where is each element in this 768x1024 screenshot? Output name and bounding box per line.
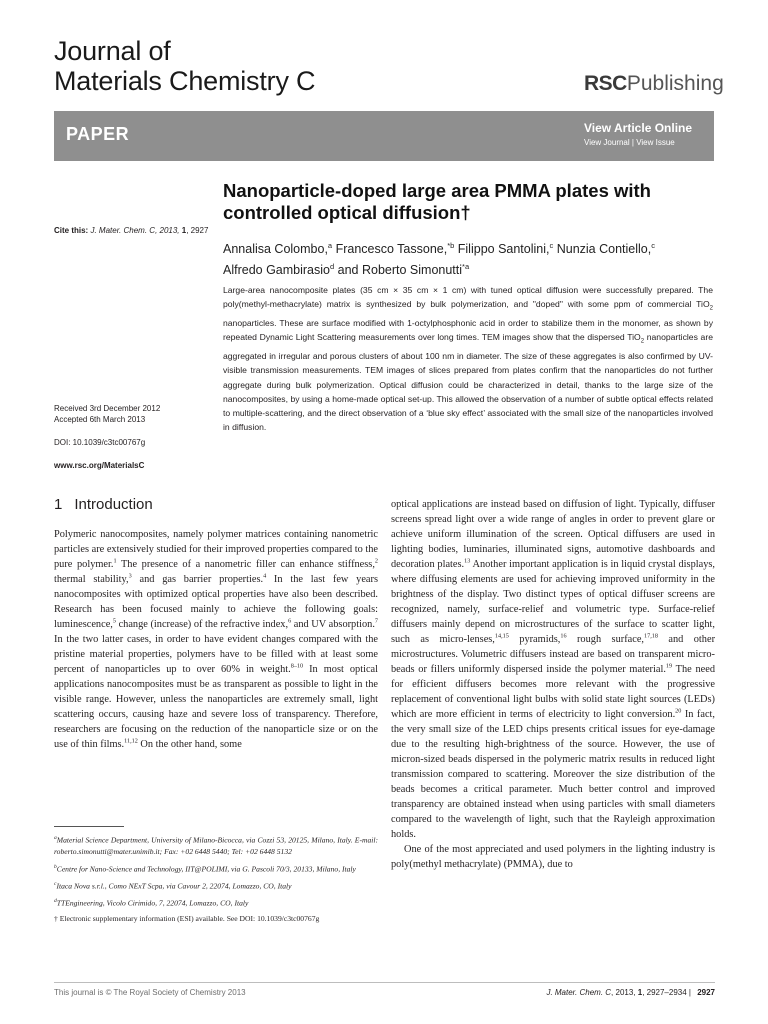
page-citation — [506, 988, 715, 997]
author-name: Francesco Tassone, — [332, 242, 448, 257]
footnote-mark: b — [54, 863, 57, 870]
footnotes — [54, 833, 378, 928]
view-article-online-link[interactable]: View Article Online — [584, 121, 693, 135]
subscript: 2 — [640, 339, 645, 346]
citation-info — [54, 225, 219, 236]
footer-volume: 1 — [637, 988, 643, 997]
footnote-text: Material Science Department, University of Milano-Bicocca, via Cozzi 53, 20125, Milano, Italy. E-mail: roberto.simonutti@mater.unimib.it; Fax: +02 6448 5440; Tel: +02 6448 5132 — [54, 835, 378, 857]
footnote-mark: a — [54, 835, 57, 841]
citation-ref[interactable]: 14,15 — [494, 632, 509, 640]
abstract-text: Large-area nanocomposite plates (35 cm × 35 cm × 1 cm) with tuned optical diffusion were successfully prepared. The poly(methyl-methacrylate) matrix is synthesized by bulk polymerization, and "doped" with some ppm of commercial TiO — [223, 285, 713, 310]
paragraph — [54, 527, 378, 752]
section-title: Introduction — [74, 496, 153, 513]
body-text: The presence of a nanometric filler can enhance stiffness, — [116, 559, 375, 570]
author-name: Annalisa Colombo, — [223, 242, 328, 257]
body-text: change (increase) of the refractive index, — [115, 619, 289, 630]
citation-ref[interactable]: 19 — [665, 662, 673, 670]
author-name: Filippo Santolini, — [454, 242, 550, 257]
affiliation-footnote — [54, 896, 378, 909]
citation-ref[interactable]: 6 — [288, 617, 292, 625]
cite-label: Cite this: — [54, 226, 89, 235]
body-text: and other microstructures. Volumetric diffusers instead are based on transparent micro-beads or fillers uniformly dispersed inside the polymer material. — [391, 634, 716, 675]
citation-ref[interactable]: 5 — [112, 617, 116, 625]
article-type-label: PAPER — [66, 124, 130, 144]
author-affiliation-mark: c — [549, 241, 554, 250]
publisher-logo-bold: RSC — [584, 72, 627, 95]
body-text: pyramids, — [508, 634, 561, 645]
paragraph: One of the most appreciated and used polymers in the lighting industry is poly(methyl methacrylate) (PMMA), due to — [391, 844, 715, 870]
citation-ref[interactable]: 3 — [128, 572, 132, 580]
journal-title — [54, 36, 414, 96]
page-number: 2927 — [697, 988, 715, 997]
body-text: rough surface, — [566, 634, 645, 645]
citation-ref[interactable]: 13 — [464, 557, 471, 565]
abstract-text: nanoparticles are aggregated in irregular and porous clusters of about 100 nm in diameter. The size of these aggregates is also confirmed by UV-visible transmission measurements. TEM images of slices prepared from plates confirm that the nanoparticles do not further aggregate during bulk polymerization. Optical diffusion could be characterized in detail, thanks to the large size of the nanocomposites, by using a home-made optical set-up. This allowed the observation of a number of subtle optical effects related to multiple-scattering, and the direct observation of a ‘blue sky effect’ associated with the small size of the nanoparticles involved in diffusion. — [223, 332, 713, 433]
author-affiliation-mark: a — [327, 241, 333, 250]
author-name: Alfredo Gambirasio — [223, 263, 330, 278]
body-text: optical applications are instead based on diffusion of light. Typically, diffuser screens spread light over a wide range of angles in order to prevent glare or achieve uniform illumination of the screen. Optical diffusers are used in lighting bodies, luminaries, illuminated signs, automotive dashboards and decoration plates. — [391, 499, 715, 570]
article-title — [223, 180, 703, 224]
article-type-banner — [54, 111, 714, 161]
footnote-mark: d — [54, 897, 57, 904]
body-text: In most optical applications nanocomposites must be as transparent as possible to light in the visible range. However, unless the nanoparticles are extremely small, light scattering occurs, causing haze and severe loss of transparency. Therefore, researchers are focusing on the reduction of the nanoparticle size or on the use of thin films. — [54, 664, 378, 750]
citation-ref[interactable]: 11,12 — [124, 737, 138, 745]
section-number: 1 — [54, 496, 63, 513]
author-affiliation-mark: *b — [447, 241, 455, 250]
body-text: On the other hand, some — [137, 739, 242, 750]
article-title-line1: Nanoparticle-doped large area PMMA plates with — [223, 180, 651, 201]
accepted-date: Accepted 6th March 2013 — [54, 415, 146, 424]
subscript: 2 — [709, 305, 713, 312]
body-text: and gas barrier properties. — [131, 574, 264, 585]
body-column-left — [54, 527, 378, 752]
cite-journal: J. Mater. Chem. C, 2013, — [88, 226, 182, 235]
body-text: In the last few years nanocomposites with optimized optical properties have also been described. Research has been focused mainly to achieve the following goals: luminescence, — [54, 574, 378, 630]
cite-volume: 1 — [181, 226, 187, 235]
affiliation-footnote — [54, 833, 378, 858]
citation-ref[interactable]: 1 — [113, 557, 117, 565]
body-text: thermal stability, — [54, 574, 129, 585]
footnote-text: TTEngineering, Vicolo Cirimido, 7, 22074, Lomazzo, CO, Italy — [56, 898, 249, 908]
body-text: In the two latter cases, in order to have evident changes compared with the pristine material properties, polymers have to be filled with at least some percent of nanoparticles up to over 60% in weight. — [54, 634, 378, 675]
view-links — [584, 138, 675, 147]
received-date: Received 3rd December 2012 — [54, 404, 161, 413]
abstract — [223, 283, 713, 434]
author-list — [223, 237, 713, 279]
abstract-text: nanoparticles. These are surface modified with 1-octylphosphonic acid in order to stabilize them in the monomer, as shown by repeated Dynamic Light Scattering measurements over long times. TEM images show that the dispersed TiO — [223, 318, 713, 343]
author-affiliation-mark: *a — [462, 262, 470, 272]
publisher-logo — [584, 72, 724, 96]
body-text: In fact, the very small size of the LED chips presents critical issues for eye-damage due to the resulting high-brightness of the source. However, the use of micron-sized beads dispersed in the polymeric matrix results in reduced light transmission compared to scattering. Moreover the size distribution of the beads becomes a critical parameter. Much better control and improved transparency are obtained instead when using particles with small diameters compared to the wavelength of light, such that the Rayleigh approximation holds. — [391, 709, 715, 840]
citation-ref[interactable]: 7 — [374, 617, 379, 625]
footnote-text: Itaca Nova s.r.l., Como NExT Scpa, via Cavour 2, 22074, Lomazzo, CO, Italy — [56, 881, 292, 891]
citation-ref[interactable]: 2 — [374, 557, 379, 565]
body-column-right — [391, 497, 715, 872]
author-affiliation-mark: c — [651, 241, 655, 250]
article-history — [54, 403, 214, 425]
body-text: and UV absorption. — [291, 619, 375, 630]
copyright-notice: This journal is © The Royal Society of Chemistry 2013 — [54, 988, 246, 997]
journal-title-line1: Journal of — [54, 36, 171, 66]
body-text: Another important application is in liquid crystal displays, where diffusing elements are used for achieving improved uniformity in the brightness of the display. Two distinct types of optical diffuser screens are recognized, namely, surface-relief and volumetric type. Surface-relief diffusers mainly depend on microstructures of the surface to scatter light, such as micro-lenses, — [391, 559, 715, 645]
author-name: and Roberto Simonutti — [334, 263, 463, 278]
affiliation-footnote — [54, 862, 378, 875]
footer-year: , 2013, — [611, 988, 638, 997]
citation-ref[interactable]: 17,18 — [644, 632, 658, 640]
section-heading — [54, 496, 153, 513]
cite-pages: , 2927 — [186, 226, 209, 235]
view-journal-link[interactable]: View Journal — [584, 138, 630, 147]
view-links-separator: | — [629, 138, 637, 147]
paragraph — [391, 497, 715, 842]
journal-title-line2: Materials Chemistry C — [54, 66, 316, 96]
journal-url-link[interactable]: www.rsc.org/MaterialsC — [54, 461, 145, 470]
footer-divider — [54, 982, 715, 983]
view-issue-link[interactable]: View Issue — [636, 138, 675, 147]
author-name: Nunzia Contiello, — [553, 242, 652, 257]
citation-ref[interactable]: 16 — [560, 632, 567, 640]
esi-footnote: † Electronic supplementary information (ESI) available. See DOI: 10.1039/c3tc00767g — [54, 913, 320, 923]
article-title-line2: controlled optical diffusion† — [223, 202, 471, 223]
citation-ref[interactable]: 4 — [263, 572, 267, 580]
author-affiliation-mark: d — [330, 262, 335, 272]
footer-pages: , 2927–2934 | — [642, 988, 694, 997]
doi-link[interactable]: DOI: 10.1039/c3tc00767g — [54, 438, 146, 447]
citation-ref[interactable]: 8–10 — [290, 662, 304, 670]
affiliation-footnote — [54, 879, 378, 892]
body-text: Polymeric nanocomposites, namely polymer matrices containing nanometric particles are extensively studied for their improved properties compared to the pure polymer. — [54, 529, 378, 570]
publisher-logo-rest: Publishing — [626, 72, 724, 95]
footnote-text: Centre for Nano-Science and Technology, IIT@POLIMI, via G. Pascoli 70/3, 20133, Milano, Italy — [56, 864, 356, 874]
body-text: The need for efficient diffusers becomes more relevant with the progressive replacement of conventional light bulbs with solid state light sources (LEDs) which are more efficient in terms of electricity to light conversion. — [391, 664, 715, 720]
footnote-mark: c — [54, 880, 57, 887]
footnote-divider — [54, 826, 124, 827]
footer-journal: J. Mater. Chem. C — [546, 988, 612, 997]
citation-ref[interactable]: 20 — [675, 707, 682, 715]
